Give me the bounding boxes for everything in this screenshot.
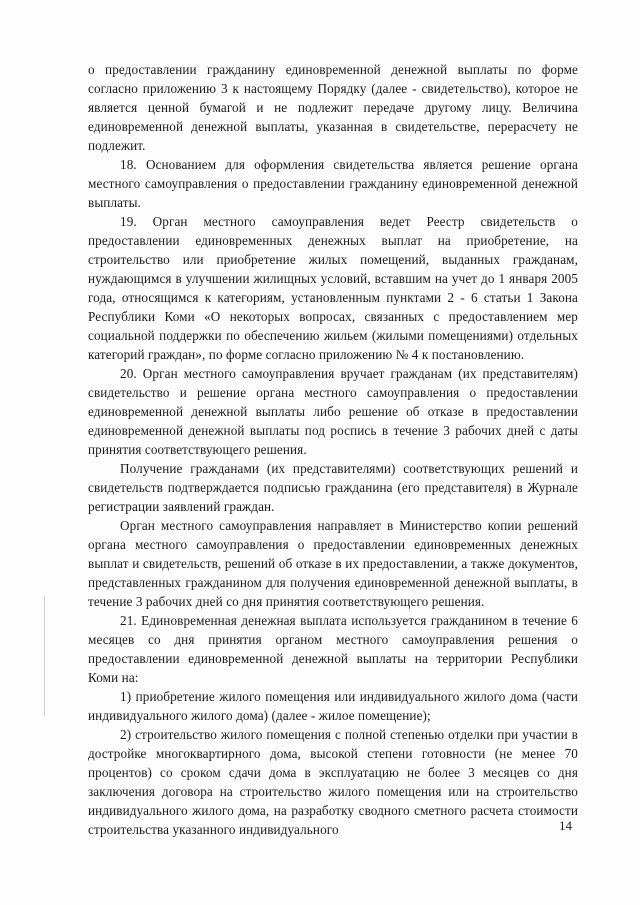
- paragraph-20-ministry: Орган местного самоуправления направляет в Министерство копии решений органа местного самоуправления о предоставлении единовременных денежных выплат и свидетельств, решений об отказе в их предоставлении, а также документов, представленных гражданином для получения единовременной денежной выплаты, в течение 3 рабочих дней со дня принятия соответствующего решения.: [88, 518, 578, 609]
- paragraph-21: 21. Единовременная денежная выплата используется гражданином в течение 6 месяцев со дня принятия органом местного самоуправления решения о предоставлении единовременной денежной выплаты на территории Республики Коми на:: [88, 613, 578, 685]
- paragraph-21-item-2: 2) строительство жилого помещения с полной степенью отделки при участии в достройке многоквартирного дома, высокой степени готовности (не менее 70 процентов) со сроком сдачи дома в эксплуатацию не более 3 месяцев со дня заключения договора на строительство жилого помещения или на строительство индивидуального жилого дома, на разработку сводного сметного расчета стоимости строительства указанного индивидуального: [88, 727, 578, 837]
- paragraph-21-item-1: 1) приобретение жилого помещения или индивидуального жилого дома (части индивидуального жилого дома) (далее - жилое помещение);: [88, 689, 578, 723]
- scan-margin-mark: [44, 596, 45, 716]
- paragraph-20: 20. Орган местного самоуправления вручает гражданам (их представителям) свидетельство и решение органа местного самоуправления о предоставлении единовременной денежной выплаты либо решение об отказе в предоставлении единовременной денежной выплаты под роспись в течение 3 рабочих дней с даты принятия соответствующего решения.: [88, 366, 578, 457]
- page-number: 14: [559, 818, 572, 833]
- paragraph-20-receipt: Получение гражданами (их представителями) соответствующих решений и свидетельств подтверждается подписью гражданина (его представителя) в Журнале регистрации заявлений граждан.: [88, 461, 578, 514]
- paragraph-19: 19. Орган местного самоуправления ведет Реестр свидетельств о предоставлении единовременных денежных выплат на приобретение, на строительство или приобретение жилых помещений, выданных гражданам, нуждающимся в улучшении жилищных условий, вставшим на учет до 1 января 2005 года, относящимся к категориям, установленным пунктами 2 - 6 статьи 1 Закона Республики Коми «О некоторых вопросах, связанных с предоставлением мер социальной поддержки по обеспечению жильем (жилыми помещениями) отдельных категорий граждан», по форме согласно приложению № 4 к постановлению.: [88, 214, 578, 362]
- paragraph-18: 18. Основанием для оформления свидетельства является решение органа местного самоуправления о предоставлении гражданину единовременной денежной выплаты.: [88, 157, 578, 210]
- document-body: [88, 60, 578, 839]
- paragraph-continuation: о предоставлении гражданину единовременной денежной выплаты по форме согласно приложению 3 к настоящему Порядку (далее - свидетельство), которое не является ценной бумагой и не подлежит передаче другому лицу. Величина единовременной денежной выплаты, указанная в свидетельстве, перерасчету не подлежит.: [88, 62, 578, 153]
